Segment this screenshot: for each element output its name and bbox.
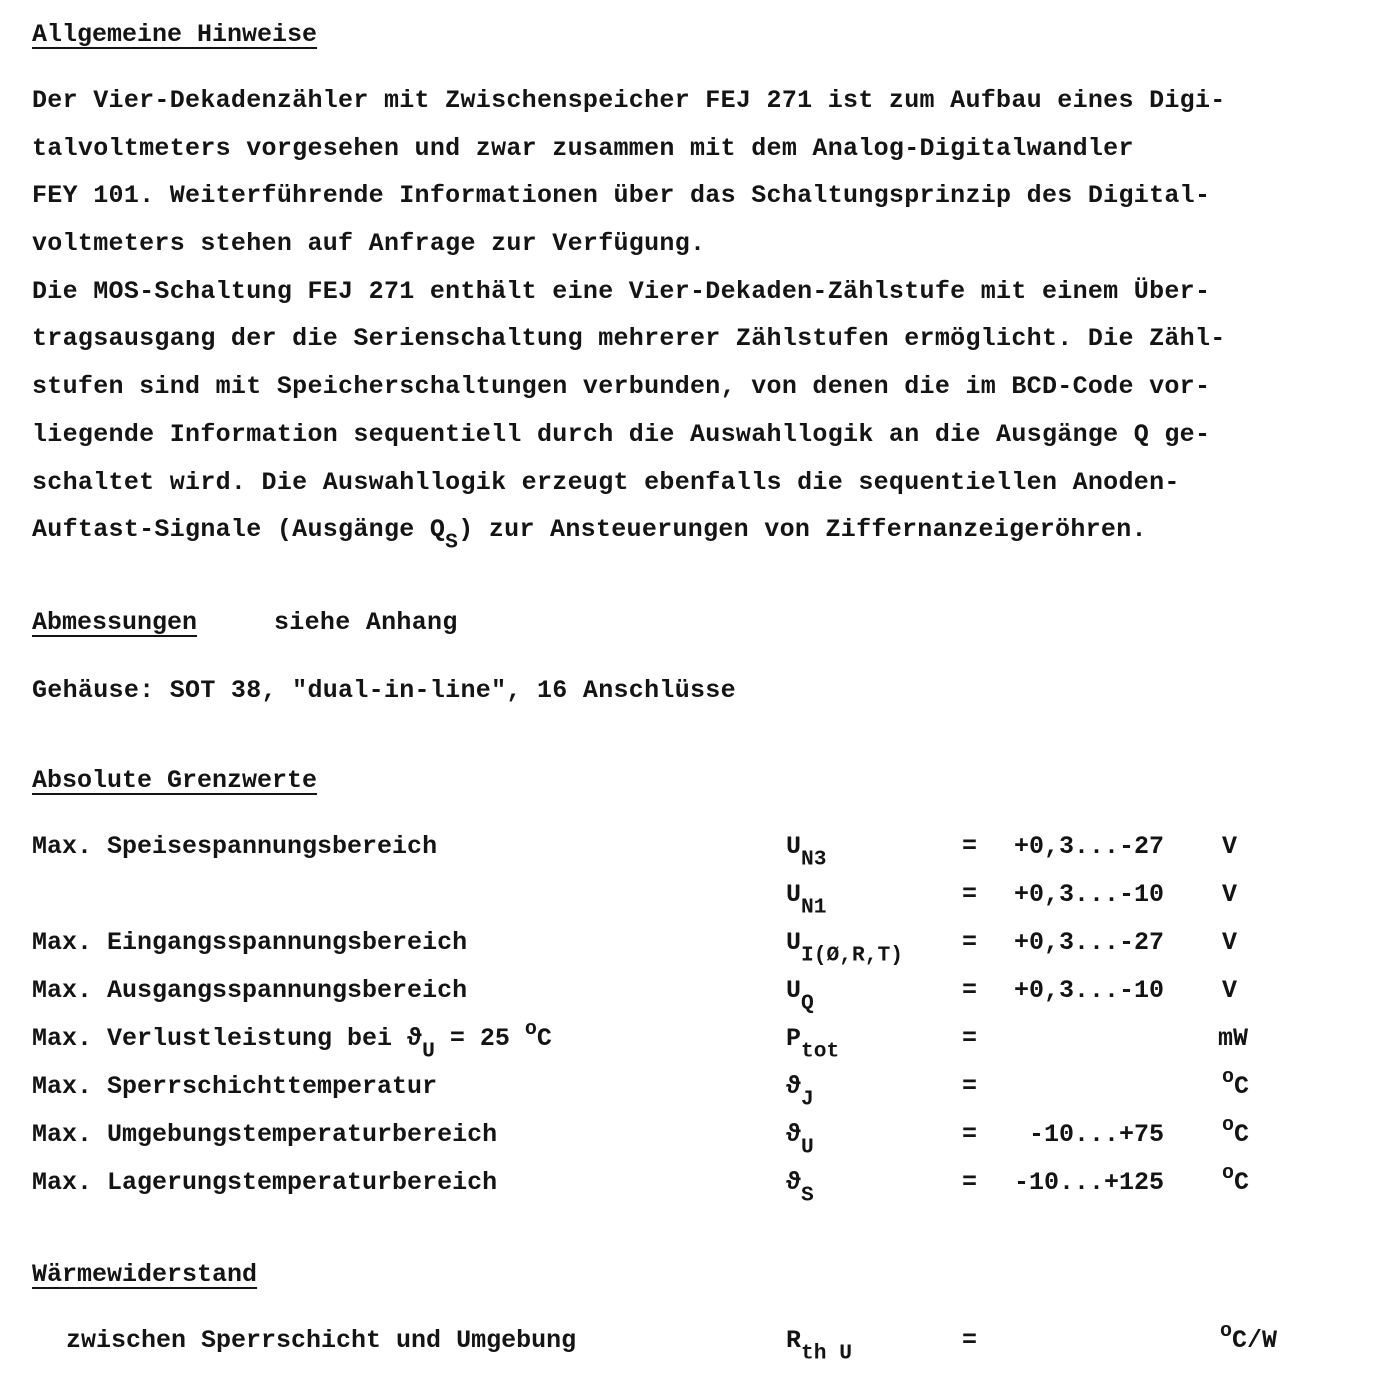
limit-unit: V — [1222, 976, 1238, 1005]
paragraph-line: stufen sind mit Speicherschaltungen verbunden, von denen die im BCD-Code vor- — [32, 372, 1211, 402]
thermal-row — [0, 1320, 1400, 1374]
limit-label: Max. Lagerungstemperaturbereich — [32, 1168, 498, 1197]
paragraph-line: liegende Information sequentiell durch die Auswahllogik an die Ausgänge Q ge- — [32, 419, 1211, 449]
limit-label: Max. Ausgangsspannungsbereich — [32, 976, 468, 1005]
limit-row — [0, 976, 1400, 1024]
heading-general: Allgemeine Hinweise — [32, 20, 318, 49]
general-paragraph — [32, 82, 1372, 559]
paragraph-line: talvoltmeters vorgesehen und zwar zusammen mit dem Analog-Digitalwandler — [32, 133, 1134, 163]
limit-value: +0,3...-27 — [1014, 832, 1165, 861]
limit-symbol: $U_{N3}$ — [786, 832, 827, 872]
limit-unit: V — [1222, 832, 1238, 861]
limit-equals: = — [962, 1072, 978, 1101]
limit-unit: $^o$C — [1222, 1162, 1250, 1197]
paragraph-line: schaltet wird. Die Auswahllogik erzeugt ebenfalls die sequentiellen Anoden- — [32, 467, 1180, 497]
paragraph-line: tragsausgang der die Serienschaltung mehrerer Zählstufen ermöglicht. Die Zähl- — [32, 324, 1226, 354]
limit-row — [0, 1066, 1400, 1120]
limit-unit: V — [1222, 880, 1238, 909]
limit-symbol: $U_{I(Ø,R,T)}$ — [786, 928, 904, 968]
limit-row — [0, 1114, 1400, 1168]
limit-symbol: $ϑ_S$ — [786, 1168, 814, 1208]
paragraph-line: Der Vier-Dekadenzähler mit Zwischenspeicher FEJ 271 ist zum Aufbau eines Digi- — [32, 86, 1226, 115]
paragraph-line: Die MOS-Schaltung FEJ 271 enthält eine Vier-Dekaden-Zählstufe mit einem Über- — [32, 276, 1211, 306]
limit-row — [0, 1018, 1400, 1072]
limit-value: +0,3...-27 — [1014, 928, 1165, 957]
limit-equals: = — [962, 832, 978, 861]
heading-thermal: Wärmewiderstand — [32, 1260, 258, 1289]
output-qs-subscript: S — [445, 530, 459, 555]
limit-unit: $^o$C — [1222, 1114, 1250, 1149]
paragraph-line: FEY 101. Weiterführende Informationen über das Schaltungsprinzip des Digital- — [32, 181, 1211, 211]
limit-label: Max. Eingangsspannungsbereich — [32, 928, 468, 957]
limit-label: Max. Speisespannungsbereich — [32, 832, 438, 861]
limit-unit: mW — [1218, 1024, 1249, 1053]
limit-equals: = — [962, 1120, 978, 1149]
limit-value: -10...+75 — [1014, 1120, 1165, 1149]
housing-info: Gehäuse: SOT 38, "dual-in-line", 16 Anschlüsse — [32, 676, 736, 705]
limit-symbol: $ϑ_J$ — [786, 1072, 814, 1112]
last-line-text: Auftast-Signale (Ausgänge Q — [32, 515, 446, 545]
limit-row — [0, 832, 1400, 880]
heading-dimensions: Abmessungen — [32, 608, 198, 637]
limit-equals: = — [962, 976, 978, 1005]
limit-row — [0, 1162, 1400, 1216]
last-line-text-end: ) zur Ansteuerungen von Ziffernanzeigeröhren. — [458, 515, 1147, 545]
limit-symbol: $P_{tot}$ — [786, 1024, 840, 1064]
limit-label: Max. Umgebungstemperaturbereich — [32, 1120, 498, 1149]
thermal-unit: $^o$C/W — [1220, 1320, 1278, 1355]
limit-label: Max. Sperrschichttemperatur — [32, 1072, 438, 1101]
limit-value: -10...+125 — [1014, 1168, 1165, 1197]
limit-label: Max. Verlustleistung bei $ϑ_U = 25$ $^o$C — [32, 1018, 552, 1064]
thermal-label: zwischen Sperrschicht und Umgebung — [66, 1326, 577, 1355]
paragraph-line: voltmeters stehen auf Anfrage zur Verfügung. — [32, 229, 706, 259]
limit-unit: V — [1222, 928, 1238, 957]
limit-symbol: $U_Q$ — [786, 976, 814, 1016]
limit-value: +0,3...-10 — [1014, 880, 1165, 909]
limit-unit: $^o$C — [1222, 1066, 1250, 1101]
dimensions-note: siehe Anhang — [274, 608, 458, 637]
paragraph-last-line — [32, 511, 1372, 559]
thermal-symbol: $R_{th U}$ — [786, 1326, 853, 1366]
limit-equals: = — [962, 880, 978, 909]
limit-equals: = — [962, 1024, 978, 1053]
limit-equals: = — [962, 1168, 978, 1197]
limit-value: +0,3...-10 — [1014, 976, 1165, 1005]
limit-symbol: $ϑ_U$ — [786, 1120, 814, 1160]
thermal-equals: = — [962, 1326, 978, 1355]
limit-equals: = — [962, 928, 978, 957]
limit-row — [0, 880, 1400, 928]
limit-symbol: $U_{N1}$ — [786, 880, 827, 920]
heading-limits: Absolute Grenzwerte — [32, 766, 318, 795]
limit-row — [0, 928, 1400, 976]
